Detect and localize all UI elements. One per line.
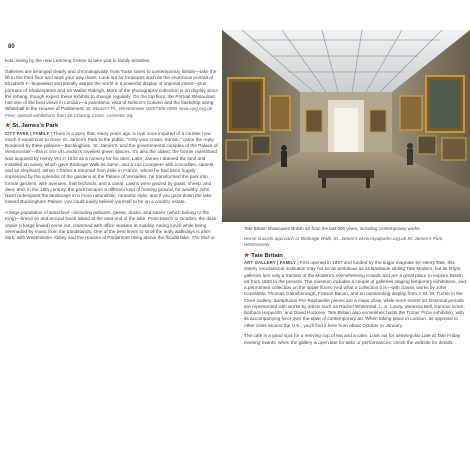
photo-caption: Tate Britain showcases British art from the last 500 years, including contemporary works. <box>244 226 421 231</box>
tate-category: ART GALLERY | FAMILY <box>244 260 297 266</box>
npg-text: Galleries are arranged clearly and chronologically, from Tudor times to contemporary Britain—take the lift to the third floor and work your way down. Look out for treasures such as the enormous portrait of Elizabeth I—bejeweled and literally astride the world in a powerful display of imperial intent—plus portraits of Shakespeare and Sir Walter Raleigh. More of the photography collection is on display since the rehang, though expect these exhibits to change regularly. On the top floor, the Portrait Restaurant has one of the best views in London—a panoramic vista of Nelson's Column and the backdrop along Whitehall to the Houses of Parliament. <box>5 68 218 112</box>
npg-listing: St. Martin's Pl., Westminster 020/7306-0055 www.npg.org.uk Free; special exhibitions from £6 Charing Cross, Leicester Sq. <box>5 106 213 118</box>
waterfowl-text: A large population of waterfowl—including pelicans, geese, ducks, and swans (which belong to the King)—breed on and around Duck Island at the east end of the lake. From March to October, the deck chairs (charge levied) come out, crammed with office workers at midday, eating lunch while being serenaded by music from the bandstands. One of the best times to stroll the leafy walkways is after dark, with Westminster Abbey and the Houses of Parliament rising above the floodlit lake. <box>5 210 217 240</box>
park-text: There is a story that, many years ago, a rival once inquired of a courtier how much it would cost to close St. James's Park to the public. "Only your crown, ma'am," came the reply. Bordered by three palaces—Buckingham, St. James's, and the governmental complex of the Palace of Westminster—this is one of London's loveliest green spaces. It's also the oldest; the former marshland was acquired by Henry VIII in 1532 as a nursery for his deer. Later, James I drained the land and installed an aviary, which gave Birdcage Walk its name, and a zoo (complete with crocodiles, camels, and an elephant). When Charles II returned from exile in France, where he had been hugely impressed by the splendor of the gardens at the Palace of Versailles, he transformed the park into formal gardens, with avenues, fruit orchards, and a canal. Lawns were grazed by goats, sheep, and deer, and, in the 18th century, the park became a different kind of hunting ground, for wealthy John Nash redesigned the landscape in a more naturalistic, romantic style, and if you gaze down the lake toward Buckingham Palace, you could easily believe yourself to be on a country estate. <box>5 130 218 205</box>
left-column <box>5 58 218 246</box>
star-icon: ★ <box>244 252 250 259</box>
tate-title: Tate Britain <box>251 252 283 259</box>
npg-paragraph <box>5 69 218 119</box>
page-number: 80 <box>8 44 15 50</box>
park-paragraph: CITY PARK | FAMILY | There is a story that, many years ago, a rival once inquired of a courtier how much it would cost to close St. James's Park to the public. "Only your crown, ma'am," came the reply. Bordered by three palaces—Buckingham, St. James's, and the governmental complex of the Palace of Westminster—this is one of London's loveliest green spaces. It's also the oldest; the former marshland was acquired by Henry VIII in 1532 as a nursery for his deer. Later, James I drained the land and installed an aviary, which gave Birdcage Walk its name, and a zoo (complete with crocodiles, camels, and an elephant). When Charles II returned from exile in France, where he had been hugely impressed by the splendor of the gardens at the Palace of Versailles, he transformed the park into formal gardens, with avenues, fruit orchards, and a canal. Lawns were grazed by goats, sheep, and deer, and, in the 18th century, the park became a different kind of hunting ground, for wealthy John Nash redesigned the landscape in a more naturalistic, romantic style, and if you gaze down the lake toward Buckingham Palace, you could easily believe yourself to be on a country estate. <box>5 130 218 205</box>
star-icon: ★ <box>5 123 11 130</box>
tate-text: First opened in 1897 and funded by the sugar magnate Sir Henry Tate, this stately neoclassical institution may not be as ambitious as its Bankside sibling Tate Modern, but its bright galleries lure only a fraction of the Modern's overwhelming crowds and are a great place to explore British art from 1500 to the present. The museum includes a couple of galleries staging temporary exhibitions, and a permanent collection on the upper floors. And what a collection it is—with classic works by John Constable, Thomas Gainsborough, Francis Bacon, and an outstanding display from J. M. W. Turner in the Clore Gallery. Sumptuous Pre-Raphaelite pieces are a major draw, while more recent art historical periods are represented with works by artists such as Rachel Whiteread, L. S. Lowry, Vanessa Bell, Duncan Grant, Barbara Hepworth, and David Hockney. Tate Britain also sometimes hosts the Turner Prize exhibition, with its accompanying furor over the state of contemporary art. When taking place in London, as opposed to other cities around the U.K., you'll find it here from about October to January. <box>244 260 466 328</box>
right-column <box>244 226 468 350</box>
tate-heading <box>244 253 468 259</box>
waterfowl-paragraph <box>5 210 218 241</box>
park-title: St. James's Park <box>12 123 59 130</box>
tate-cafe-paragraph: The café is a good spot for a reviving cup of tea and a cake. Look out for semiregular Late at Tate Friday evening events, when the gallery is open late for talks or performances; check the website for details. <box>244 333 461 345</box>
park-listing: Horse Guards approach or Birdcage Walk, St. James's www.royalparks.org.uk St. James's Park, Westminster. <box>244 235 444 248</box>
intro-paragraph: kids, swing by the new Learning Centre to take part in family activities. <box>5 58 151 63</box>
waterfowl-listing: The Mall or <box>191 235 215 240</box>
park-category: CITY PARK | FAMILY <box>5 130 50 136</box>
park-heading <box>5 123 218 129</box>
tate-paragraph: ART GALLERY | FAMILY | First opened in 1897 and funded by the sugar magnate Sir Henry Tate, this stately neoclassical institution may not be as ambitious as its Bankside sibling Tate Modern, but its bright galleries lure only a fraction of the Modern's overwhelming crowds and are a great place to explore British art from 1500 to the present. The museum includes a couple of galleries staging temporary exhibitions, and a permanent collection on the upper floors. And what a collection it is—with classic works by John Constable, Thomas Gainsborough, Francis Bacon, and an outstanding display from J. M. W. Turner in the Clore Gallery. Sumptuous Pre-Raphaelite pieces are a major draw, while more recent art historical periods are represented with works by artists such as Rachel Whiteread, L. S. Lowry, Vanessa Bell, Duncan Grant, Barbara Hepworth, and David Hockney. Tate Britain also sometimes hosts the Turner Prize exhibition, with its accompanying furor over the state of contemporary art. When taking place in London, as opposed to other cities around the U.K., you'll find it here from about October to January. <box>244 260 466 328</box>
tate-britain-photo <box>222 30 470 222</box>
